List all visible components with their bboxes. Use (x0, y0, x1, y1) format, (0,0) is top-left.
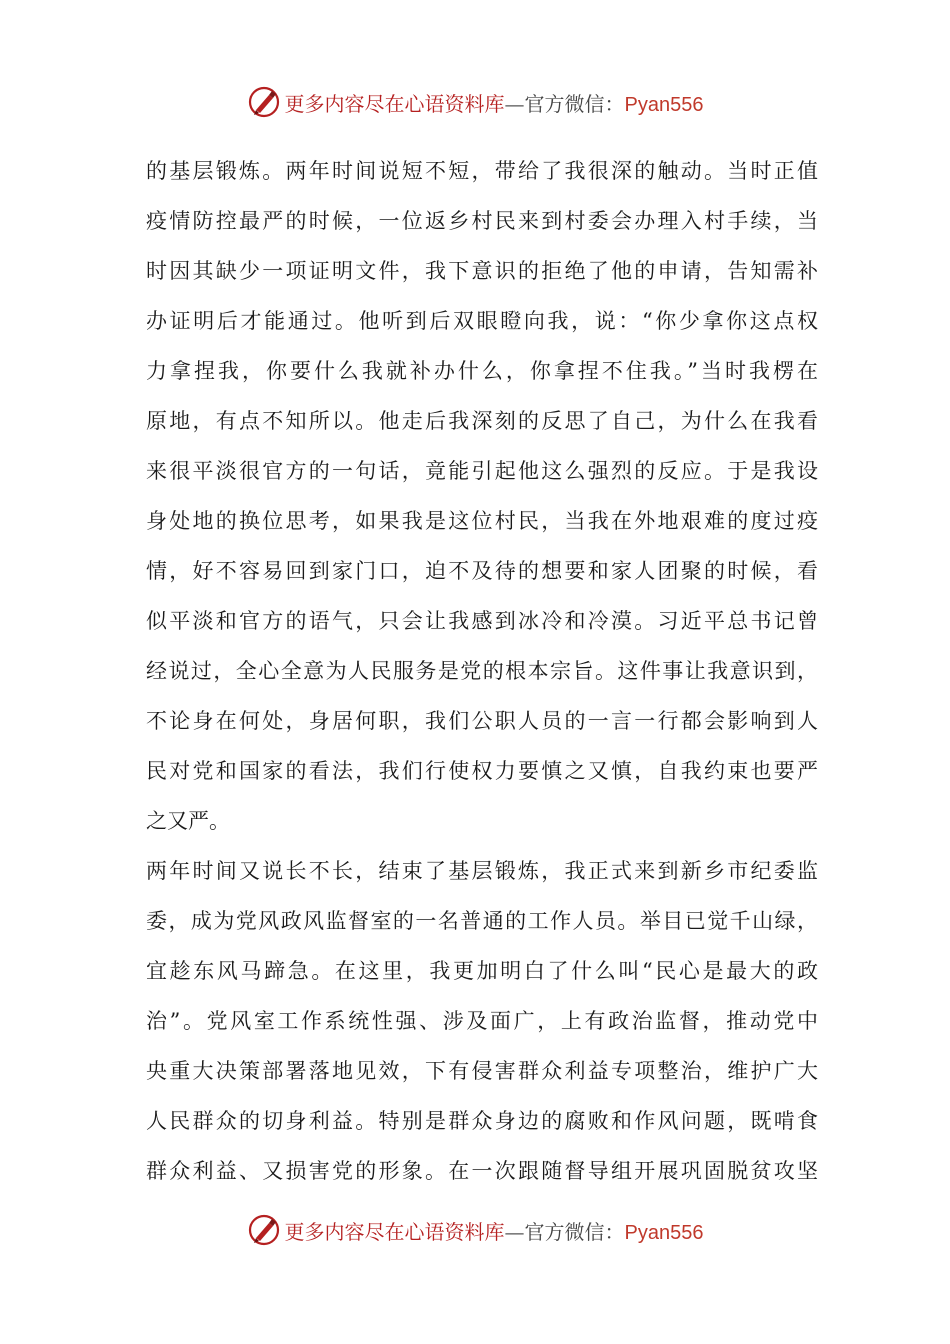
footer-watermark-text (285, 1216, 704, 1245)
text-line: 时因其缺少一项证明文件，我下意识的拒绝了他的申请，告知需补 (146, 259, 818, 283)
header-dash: — (504, 91, 525, 116)
header-brand: 更多内容尽在心语资料库 (284, 91, 505, 116)
text-line: 力拿捏我，你要什么我就补办什么，你拿捏不住我。”当时我楞在 (146, 359, 818, 383)
pen-circle-icon (247, 1213, 281, 1247)
text-line: 的基层锻炼。两年时间说短不短，带给了我很深的触动。当时正值 (146, 159, 818, 183)
text-line: 来很平淡很官方的一句话，竟能引起他这么强烈的反应。于是我设 (146, 459, 818, 483)
header-watermark (0, 82, 950, 122)
text-line: 情，好不容易回到家门口，迫不及待的想要和家人团聚的时候，看 (146, 559, 818, 583)
footer-contact-label: 官方微信： (524, 1219, 625, 1244)
text-line: 治”。党风室工作系统性强、涉及面广，上有政治监督，推动党中 (146, 1009, 818, 1033)
header-wechat-id: Pyan556 (624, 93, 704, 116)
footer-watermark (0, 1210, 950, 1250)
text-line: 不论身在何处，身居何职，我们公职人员的一言一行都会影响到人 (146, 709, 818, 733)
text-line: 身处地的换位思考，如果我是这位村民，当我在外地艰难的度过疫 (146, 509, 818, 533)
footer-wechat-id: Pyan556 (624, 1221, 704, 1244)
text-line: 央重大决策部署落地见效，下有侵害群众利益专项整治，维护广大 (146, 1059, 818, 1083)
text-line: 办证明后才能通过。他听到后双眼瞪向我，说：“你少拿你这点权 (146, 309, 818, 333)
text-line: 之又严。 (146, 809, 230, 833)
text-line: 民对党和国家的看法，我们行使权力要慎之又慎，自我约束也要严 (146, 759, 818, 783)
header-watermark-text (285, 88, 704, 117)
footer-dash: — (504, 1219, 525, 1244)
footer-brand: 更多内容尽在心语资料库 (284, 1219, 505, 1244)
text-line: 似平淡和官方的语气，只会让我感到冰冷和冷漠。习近平总书记曾 (146, 609, 818, 633)
text-line: 人民群众的切身利益。特别是群众身边的腐败和作风问题，既啃食 (146, 1109, 818, 1133)
text-line: 经说过，全心全意为人民服务是党的根本宗旨。这件事让我意识到， (146, 659, 818, 683)
text-line: 两年时间又说长不长，结束了基层锻炼，我正式来到新乡市纪委监 (146, 859, 818, 883)
pen-circle-icon (247, 85, 281, 119)
header-contact-label: 官方微信： (524, 91, 625, 116)
text-line: 群众利益、又损害党的形象。在一次跟随督导组开展巩固脱贫攻坚 (146, 1159, 818, 1183)
body-text (146, 146, 818, 1196)
text-line: 宜趁东风马蹄急。在这里，我更加明白了什么叫“民心是最大的政 (146, 959, 818, 983)
text-line: 委，成为党风政风监督室的一名普通的工作人员。举目已觉千山绿， (146, 909, 818, 933)
text-line: 原地，有点不知所以。他走后我深刻的反思了自己，为什么在我看 (146, 409, 818, 433)
text-line: 疫情防控最严的时候，一位返乡村民来到村委会办理入村手续，当 (146, 209, 818, 233)
